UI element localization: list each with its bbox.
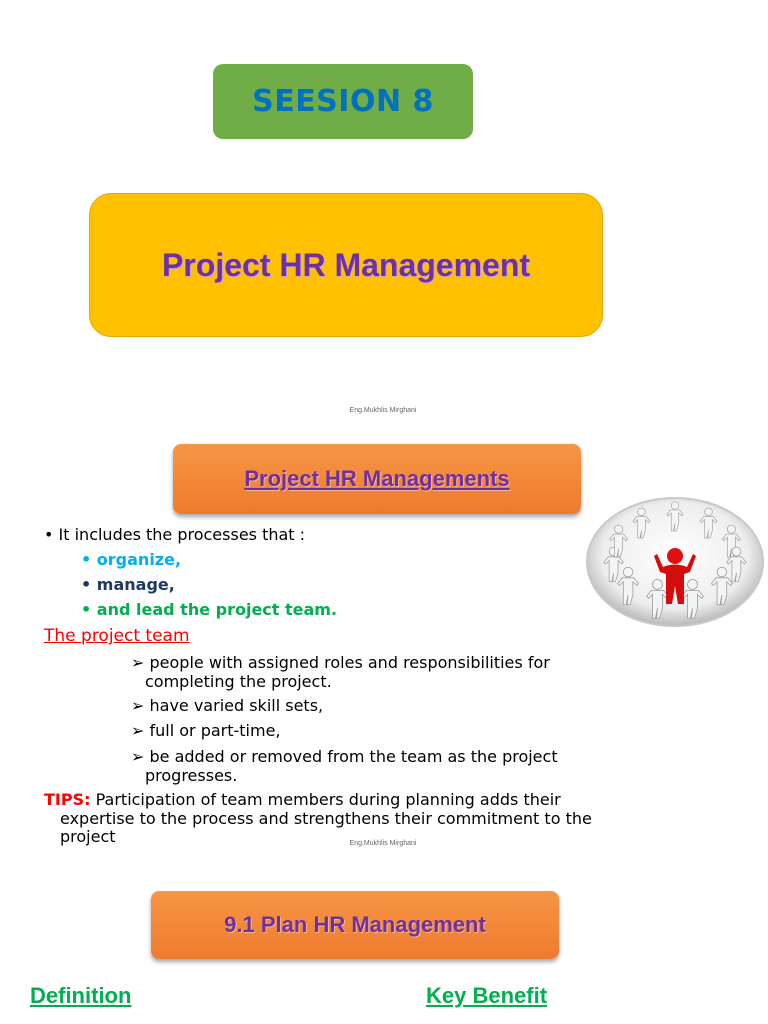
bullet-organize: • organize, [81, 550, 182, 569]
section-title: 9.1 Plan HR Management [224, 912, 486, 937]
tips-text-line-3: project [60, 827, 116, 846]
section-title: Project HR Managements [244, 466, 510, 491]
tips-text-line-2: expertise to the process and strengthens their commitment to the [60, 809, 592, 828]
team-point-2: ➢ have varied skill sets, [131, 696, 324, 715]
bullet-manage: • manage, [81, 575, 175, 594]
team-point-4: ➢ be added or removed from the team as the project [131, 747, 558, 766]
tips-paragraph [44, 791, 561, 809]
session-title: SEESION 8 [252, 84, 434, 119]
team-point-1: ➢ people with assigned roles and responsibilities for [131, 653, 550, 672]
team-heading: The project team [44, 626, 190, 646]
main-title: Project HR Management [161, 246, 531, 283]
key-benefit-heading: Key Benefit [426, 983, 548, 1008]
team-point-1-continued: completing the project. [145, 672, 332, 691]
tips-label: TIPS: [44, 790, 91, 809]
author-credit: Eng.Mukhlis Mirghani [349, 840, 417, 847]
team-circle-illustration [586, 494, 764, 628]
author-credit: Eng.Mukhlis Mirghani [349, 407, 417, 414]
section-header-hr-managements [173, 444, 581, 514]
section-header-plan-hr [151, 891, 559, 959]
bullet-lead: • and lead the project team. [81, 600, 338, 619]
tips-text-line-1: Participation of team members during planning adds their [90, 790, 561, 809]
team-point-4-continued: progresses. [145, 766, 238, 785]
title-banner [89, 193, 603, 337]
intro-text: • It includes the processes that : [44, 525, 306, 544]
definition-heading: Definition [30, 983, 132, 1008]
session-banner [213, 64, 473, 139]
team-point-3: ➢ full or part-time, [131, 721, 281, 740]
